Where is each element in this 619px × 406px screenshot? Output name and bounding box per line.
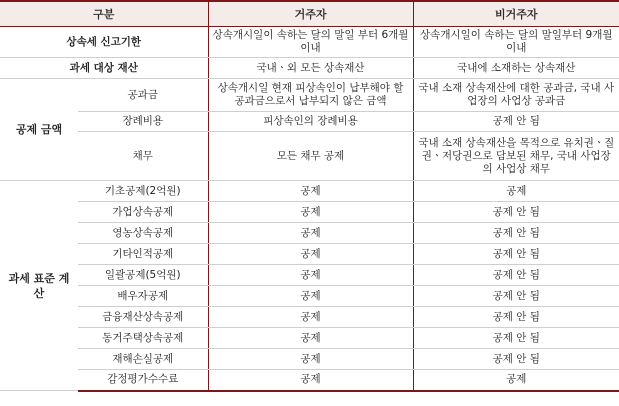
table-row bbox=[0, 27, 619, 58]
nonresident-cell: 국내 소재 상속재산을 목적으로 유치권ㆍ질권ㆍ저당권으로 담보된 채무, 국내 사업장의 사업상 채무 bbox=[413, 132, 619, 181]
resident-cell: 상속개시일이 속하는 달의 말일 부터 6개월 이내 bbox=[208, 27, 413, 58]
nonresident-cell: 공제 bbox=[413, 181, 619, 202]
table-row bbox=[0, 202, 619, 223]
nonresident-cell: 공제 bbox=[413, 370, 619, 391]
row-label: 배우자공제 bbox=[78, 286, 208, 307]
table-row bbox=[0, 112, 619, 132]
row-label: 일괄공제(5억원) bbox=[78, 265, 208, 286]
resident-cell: 공제 bbox=[208, 286, 413, 307]
row-label: 기타인적공제 bbox=[78, 244, 208, 265]
table-header-row bbox=[0, 1, 619, 27]
table-row bbox=[0, 328, 619, 349]
nonresident-cell: 상속개시일이 속하는 달의 말일부터 9개월 이내 bbox=[413, 27, 619, 58]
table-row bbox=[0, 223, 619, 244]
resident-cell: 공제 bbox=[208, 202, 413, 223]
table-row bbox=[0, 349, 619, 370]
resident-cell: 상속개시일 현재 피상속인이 납부해야 할 공과금으로서 납부되지 않은 금액 bbox=[208, 79, 413, 112]
taxbase-group-title: 과세 표준 계산 bbox=[0, 181, 78, 391]
table-row bbox=[0, 181, 619, 202]
nonresident-cell: 공제 안 됨 bbox=[413, 265, 619, 286]
table-row bbox=[0, 370, 619, 391]
row-label: 상속세 신고기한 bbox=[0, 27, 208, 58]
resident-cell: 공제 bbox=[208, 244, 413, 265]
resident-cell: 공제 bbox=[208, 265, 413, 286]
header-resident: 거주자 bbox=[208, 1, 413, 27]
row-label: 감정평가수수료 bbox=[78, 370, 208, 391]
row-label: 재해손실공제 bbox=[78, 349, 208, 370]
row-label: 채무 bbox=[78, 132, 208, 181]
row-label: 금융재산상속공제 bbox=[78, 307, 208, 328]
nonresident-cell: 공제 안 됨 bbox=[413, 112, 619, 132]
table-row bbox=[0, 79, 619, 112]
resident-cell: 공제 bbox=[208, 223, 413, 244]
row-label: 가업상속공제 bbox=[78, 202, 208, 223]
nonresident-cell: 국내에 소재하는 상속재산 bbox=[413, 58, 619, 79]
nonresident-cell: 공제 안 됨 bbox=[413, 328, 619, 349]
resident-cell: 공제 bbox=[208, 349, 413, 370]
row-label: 영농상속공제 bbox=[78, 223, 208, 244]
resident-cell: 국내ㆍ외 모든 상속재산 bbox=[208, 58, 413, 79]
table-row bbox=[0, 58, 619, 79]
nonresident-cell: 국내 소재 상속재산에 대한 공과금, 국내 사업장의 사업상 공과금 bbox=[413, 79, 619, 112]
nonresident-cell: 공제 안 됨 bbox=[413, 223, 619, 244]
nonresident-cell: 공제 안 됨 bbox=[413, 244, 619, 265]
nonresident-cell: 공제 안 됨 bbox=[413, 202, 619, 223]
resident-cell: 모든 채무 공제 bbox=[208, 132, 413, 181]
nonresident-cell: 공제 안 됨 bbox=[413, 307, 619, 328]
row-label: 장례비용 bbox=[78, 112, 208, 132]
resident-cell: 피상속인의 장례비용 bbox=[208, 112, 413, 132]
table-row bbox=[0, 265, 619, 286]
table-row bbox=[0, 286, 619, 307]
header-nonresident: 비거주자 bbox=[413, 1, 619, 27]
table-row bbox=[0, 244, 619, 265]
nonresident-cell: 공제 안 됨 bbox=[413, 349, 619, 370]
deduction-group-title: 공제 금액 bbox=[0, 79, 78, 181]
header-category: 구분 bbox=[0, 1, 208, 27]
row-label: 동거주택상속공제 bbox=[78, 328, 208, 349]
table-row bbox=[0, 307, 619, 328]
row-label: 기초공제(2억원) bbox=[78, 181, 208, 202]
resident-cell: 공제 bbox=[208, 370, 413, 391]
row-label: 공과금 bbox=[78, 79, 208, 112]
nonresident-cell: 공제 안 됨 bbox=[413, 286, 619, 307]
resident-cell: 공제 bbox=[208, 307, 413, 328]
resident-cell: 공제 bbox=[208, 181, 413, 202]
row-label: 과세 대상 재산 bbox=[0, 58, 208, 79]
resident-cell: 공제 bbox=[208, 328, 413, 349]
table-row bbox=[0, 132, 619, 181]
